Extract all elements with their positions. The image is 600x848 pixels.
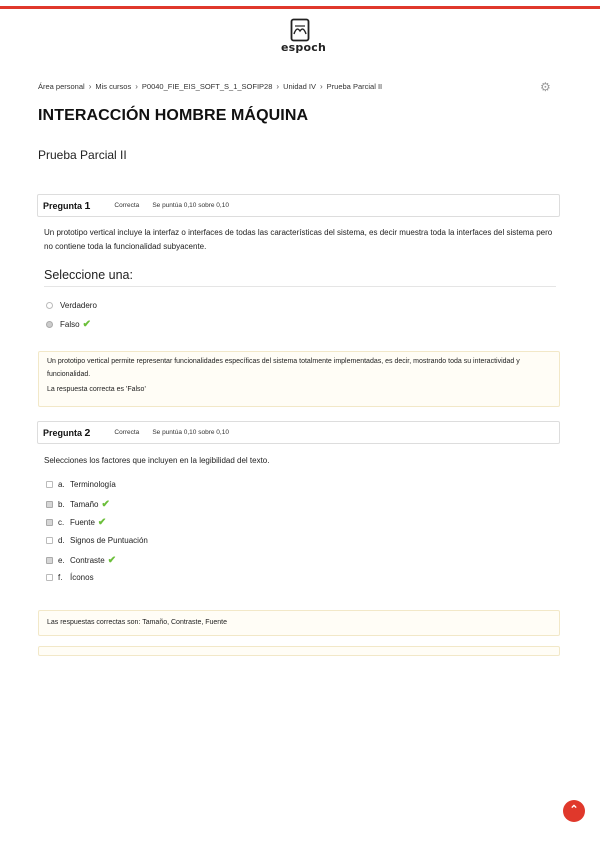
chevron-right-icon: › xyxy=(88,82,92,91)
question-1-feedback xyxy=(38,351,560,407)
checkbox-checked[interactable] xyxy=(46,557,53,564)
question-1-prompt: Seleccione una: xyxy=(44,268,133,282)
breadcrumb-item-unit[interactable]: Unidad IV xyxy=(283,82,316,91)
check-mark-icon: ✔ xyxy=(97,517,107,528)
checkbox-checked[interactable] xyxy=(46,519,53,526)
breadcrumb-item-courses[interactable]: Mis cursos xyxy=(95,82,132,91)
question-2-grade: Se puntúa 0,10 sobre 0,10 xyxy=(152,429,229,436)
feedback-answer: La respuesta correcta es 'Falso' xyxy=(47,386,146,393)
shield-logo-icon xyxy=(290,18,310,42)
question-1-grade: Se puntúa 0,10 sobre 0,10 xyxy=(152,202,229,209)
espoch-logo[interactable] xyxy=(281,18,326,58)
chevron-right-icon: › xyxy=(135,82,138,91)
breadcrumb xyxy=(38,82,382,91)
question-1-header xyxy=(37,194,560,217)
option-falso[interactable]: Falso ✔ xyxy=(46,319,91,330)
option-verdadero[interactable]: Verdadero xyxy=(46,301,97,310)
page-subtitle: Prueba Parcial II xyxy=(38,148,127,162)
feedback-general: Un prototipo vertical permite representar funcionalidades específicas del sistema totalmente implementadas, es decir, mostrando toda su interactividad y funcionalidad. xyxy=(47,358,520,378)
chevron-right-icon: › xyxy=(276,82,280,91)
question-2-number: Pregunta 2 xyxy=(43,426,91,439)
checkbox[interactable] xyxy=(46,574,53,581)
question-1-number: Pregunta 1 xyxy=(43,199,91,212)
question-2-header xyxy=(37,421,560,444)
option-d[interactable]: d. Signos de Puntuación xyxy=(46,536,148,545)
scroll-to-top-button[interactable] xyxy=(563,800,585,822)
radio-button-selected[interactable] xyxy=(46,321,53,328)
checkbox[interactable] xyxy=(46,537,53,544)
question-1-text: Un prototipo vertical incluye la interfaz o interfaces de todas las características del sistema, es decir muestra toda la interfaces del sistema pero no contiene toda la funcionalidad subyacente. xyxy=(44,228,553,251)
chevron-up-icon: ⌃ xyxy=(569,804,579,816)
brand-name: espoch xyxy=(281,41,326,54)
gear-icon[interactable]: ⚙ xyxy=(540,80,551,94)
option-a[interactable]: a. Terminología xyxy=(46,480,116,489)
checkbox[interactable] xyxy=(46,481,53,488)
check-mark-icon: ✔ xyxy=(82,319,91,330)
check-mark-icon: ✔ xyxy=(101,499,110,510)
check-mark-icon: ✔ xyxy=(107,555,117,566)
breadcrumb-item-course[interactable]: P0040_FIE_EIS_SOFT_S_1_SOFIP28 xyxy=(141,82,273,91)
question-2-feedback xyxy=(38,610,560,636)
page-title: INTERACCIÓN HOMBRE MÁQUINA xyxy=(38,107,309,124)
question-2-state: Correcta xyxy=(114,429,140,436)
option-c[interactable]: c. Fuente ✔ xyxy=(46,517,106,528)
feedback-answer: Las respuestas correctas son: Tamaño, Contraste, Fuente xyxy=(47,619,228,626)
prompt-divider xyxy=(44,286,556,287)
question-2-text: Selecciones los factores que incluyen en la legibilidad del texto. xyxy=(44,456,270,465)
radio-button[interactable] xyxy=(46,302,53,309)
option-b[interactable]: b. Tamaño ✔ xyxy=(46,499,110,510)
option-f[interactable]: f. Íconos xyxy=(46,573,94,582)
top-accent-bar xyxy=(0,6,600,9)
option-e[interactable]: e. Contraste ✔ xyxy=(46,555,116,566)
breadcrumb-item-quiz[interactable]: Prueba Parcial II xyxy=(326,82,383,91)
question-1-state: Correcta xyxy=(114,202,140,209)
checkbox-checked[interactable] xyxy=(46,501,53,508)
empty-panel xyxy=(38,646,560,656)
chevron-right-icon: › xyxy=(320,82,323,91)
breadcrumb-item-home[interactable]: Área personal xyxy=(38,82,85,91)
